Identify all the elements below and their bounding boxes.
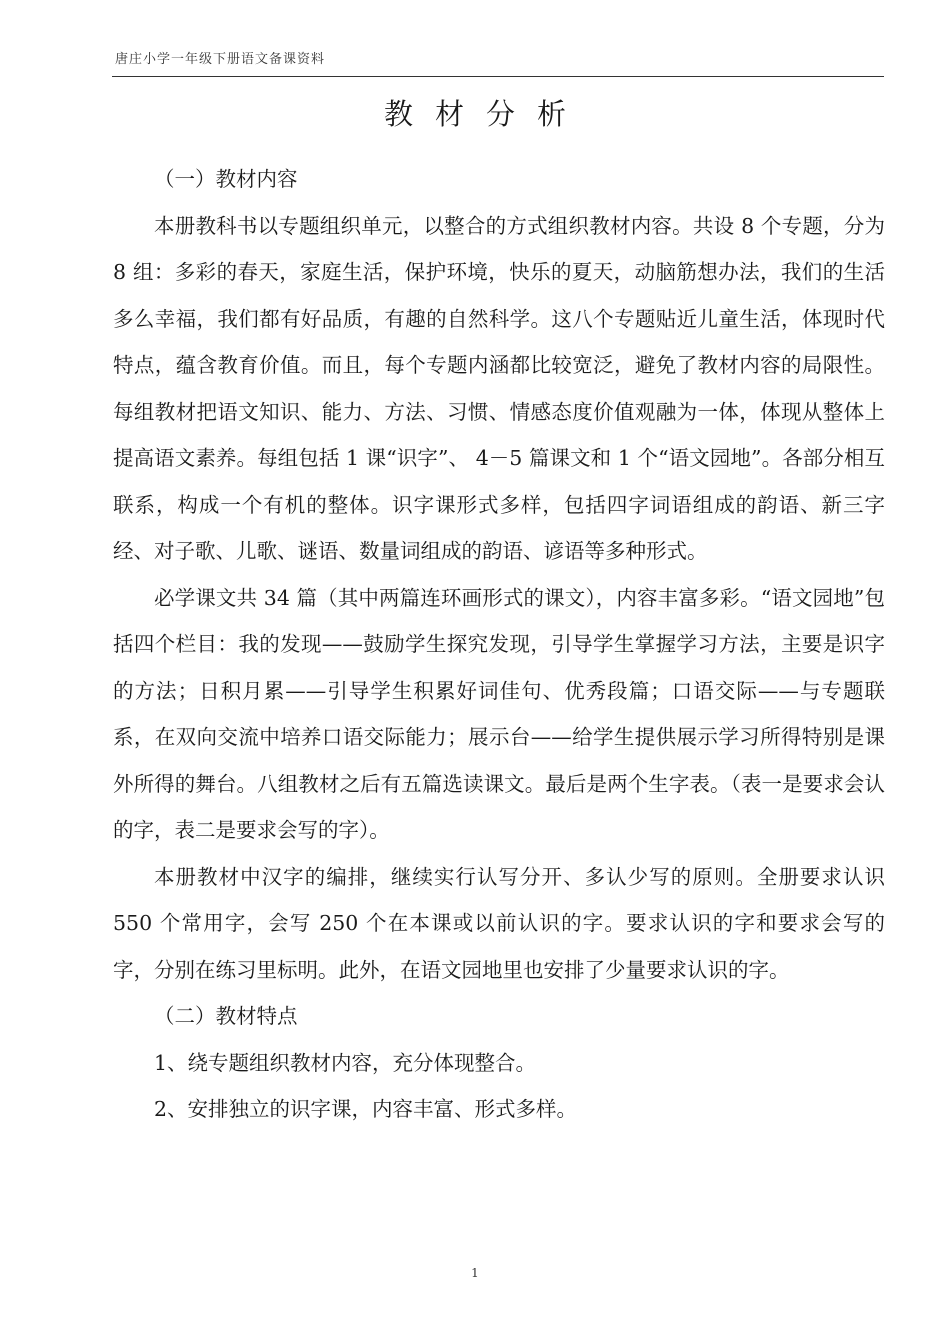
paragraph: 必学课文共 34 篇（其中两篇连环画形式的课文），内容丰富多彩。“语文园地”包括四个栏目：我的发现——鼓励学生探究发现，引导学生掌握学习方法，主要是识字的方法；日积月累——引导学生积累好词佳句、优秀段篇；口语交际——与专题联系，在双向交流中培养口语交际能力；展示台——给学生提供展示学习所得特别是课外所得的舞台。八组教材之后有五篇选读课文。最后是两个生字表。（表一是要求会认的字，表二是要求会写的字）。 [113, 585, 885, 842]
paragraph: 本册教材中汉字的编排，继续实行认写分开、多认少写的原则。全册要求认识 550 个常用字，会写 250 个在本课或以前认识的字。要求认识的字和要求会写的字，分别在练习里标明。此外，在语文园地里也安排了少量要求认识的字。 [113, 864, 885, 982]
list-item: 1、绕专题组织教材内容，充分体现整合。 [154, 1050, 537, 1075]
list-item: 2、安排独立的识字课，内容丰富、形式多样。 [154, 1097, 578, 1121]
page-number: 1 [471, 1266, 479, 1280]
paragraph: 本册教科书以专题组织单元，以整合的方式组织教材内容。共设 8 个专题，分为 8 组：多彩的春天，家庭生活，保护环境，快乐的夏天，动脑筋想办法，我们的生活多么幸福，我们都有好品质，有趣的自然科学。这八个专题贴近儿童生活，体现时代特点，蕴含教育价值。而且，每个专题内涵都比较宽泛，避免了教材内容的局限性。每组教材把语文知识、能力、方法、习惯、情感态度价值观融为一体，体现从整体上提高语文素养。每组包括 1 课“识字”、 4－5 篇课文和 1 个“语文园地”。各部分相互联系，构成一个有机的整体。识字课形式多样，包括四字词语组成的韵语、新三字经、对子歌、儿歌、谜语、数量词组成的韵语、谚语等多种形式。 [113, 213, 885, 563]
document-title: 教材分析 [383, 97, 588, 131]
header-divider [112, 76, 884, 77]
section-heading-features: （二）教材特点 [154, 1004, 298, 1028]
section-heading-content: （一）教材内容 [154, 167, 298, 191]
document-body [113, 156, 885, 1133]
page-header: 唐庄小学一年级下册语文备课资料 [115, 52, 326, 67]
